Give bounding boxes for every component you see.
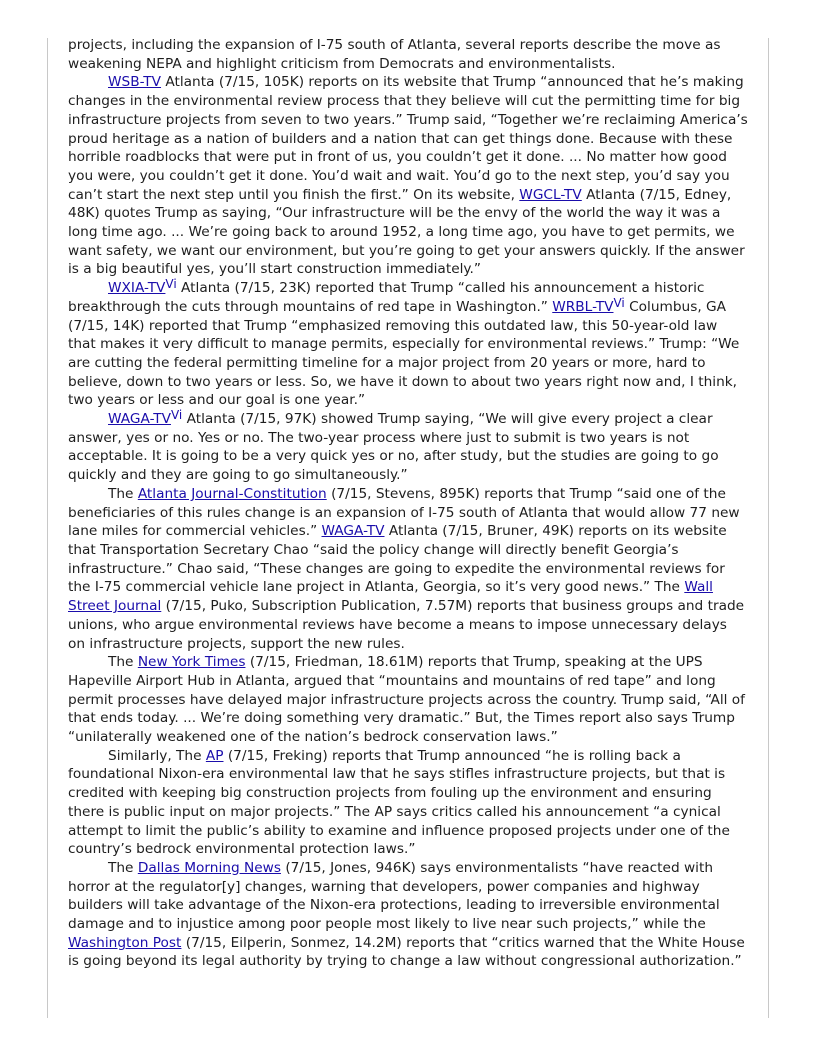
paragraph: The New York Times (7/15, Friedman, 18.61M) reports that Trump, speaking at the UPS Hapeville Airport Hub in Atlanta, argued that “mountains and mountains of red tape” and long permit processes have delayed major infrastructure projects across the country. Trump said, “All of that ends today. ... We’re doing something very dramatic.” But, the Times report also says Trump “unilaterally weakened one of the nation’s bedrock conservation laws.” — [68, 654, 745, 746]
link-wall-street-journal[interactable]: Wall Street Journal — [68, 579, 713, 615]
link-wxia-tv[interactable]: WXIA-TV — [108, 280, 166, 297]
left-margin-rule — [47, 38, 48, 1018]
video-marker[interactable]: Vi — [170, 408, 183, 423]
video-marker[interactable]: Vi — [613, 295, 625, 310]
link-atlanta-journal-constitution[interactable]: Atlanta Journal-Constitution — [137, 485, 327, 502]
link-wgcl-tv[interactable]: WGCL-TV — [519, 186, 582, 203]
paragraph: Similarly, The AP (7/15, Freking) reports that Trump announced “he is rolling back a foundational Nixon-era environmental law that he says stifles infrastructure projects, but that is credited with keeping big construction projects from fouling up the environment and ensuring there is public input on major projects.” The AP says critics called his announcement “a cynical attempt to limit the public’s ability to examine and influence proposed projects under one of the country’s bedrock environmental protection laws.” — [68, 747, 730, 858]
link-dallas-morning-news[interactable]: Dallas Morning News — [137, 859, 281, 876]
link-wrbl-tv[interactable]: WRBL-TV — [552, 298, 614, 315]
link-ap[interactable]: AP — [205, 747, 224, 764]
link-waga-tv[interactable]: WAGA-TV — [108, 411, 171, 428]
link-washington-post[interactable]: Washington Post — [68, 934, 182, 951]
paragraph: projects, including the expansion of I-75 south of Atlanta, several reports describe the move as weakening NEPA and highlight criticism from Democrats and environmentalists. — [68, 37, 721, 72]
paragraph: The Dallas Morning News (7/15, Jones, 946K) says environmentalists “have reacted with horror at the regulator[y] changes, warning that developers, power companies and highway builders will take advantage of the Nixon-era protections, leading to irreversible environmental damage and to injustice among poor people most likely to live near such projects,” while the Washington Post (7/15, Eilperin, Sonmez, 14.2M) reports that “critics warned that the White House is going beyond its legal authority by trying to change a law without congressional authorization.” — [68, 859, 745, 970]
paragraph: WAGA-$TV^{Vi}$ Atlanta (7/15, 97K) showed Trump saying, “We will give every project a clear answer, yes or no. Yes or no. The two-year process where just to submit is two years is not acceptable. It is going to be a very quick yes or no, after study, but the studies are going to go quickly and they are going to go simultaneously.” — [68, 408, 719, 484]
paragraph: WSB-TV Atlanta (7/15, 105K) reports on its website that Trump “announced that he’s making changes in the environmental review process that they believe will cut the permitting time for big infrastructure projects from seven to two years.” Trump said, “Together we’re reclaiming America’s proud heritage as a nation of builders and a nation that can get things done. Because with these horrible roadblocks that were put in front of us, you couldn’t get it done. ... No matter how good you were, you couldn’t get it done. You’d wait and wait. You’d go to the next step, you’d say you can’t start the next step until you finish the first.” On its website, WGCL-TV Atlanta (7/15, Edney, 48K) quotes Trump as saying, “Our infrastructure will be the envy of the world the way it was a long time ago. ... We’re going back to around 1952, a long time ago, you have to get permits, we want safety, we want our environment, but you’re going to get your answers quickly. If the answer is a big beautiful yes, you’ll start construction immediately.” — [68, 74, 748, 278]
paragraph: The Atlanta Journal-Constitution (7/15, Stevens, 895K) reports that Trump “said one of the beneficiaries of this rules change is an expansion of I-75 south of Atlanta that would allow 77 new lane miles for commercial vehicles.” WAGA-TV Atlanta (7/15, Bruner, 49K) reports on its website that Transportation Secretary Chao “said the policy change will directly benefit Georgia’s infrastructure.” Chao said, “These changes are going to expedite the environmental reviews for the I-75 commercial vehicle lane project in Atlanta, Georgia, so it’s very good news.” The Wall Street Journal (7/15, Puko, Subscription Publication, 7.57M) reports that business groups and trade unions, who argue environmental reviews have become a means to impose unnecessary delays on infrastructure projects, support the new rules. — [68, 485, 745, 652]
video-marker[interactable]: Vi — [165, 277, 177, 292]
link-new-york-times[interactable]: New York Times — [137, 654, 246, 671]
right-margin-rule — [768, 38, 769, 1018]
link-wsb-tv[interactable]: WSB-TV — [108, 74, 162, 91]
document-body — [68, 36, 748, 971]
link-waga-tv[interactable]: WAGA-TV — [321, 523, 385, 540]
paragraph: WXIA-$TV^{Vi}$ Atlanta (7/15, 23K) reported that Trump “called his announcement a historic breakthrough the cuts through mountains of red tape in Washington.” WRBL-$TV^{Vi}$ Columbus, GA (7/15, 14K) reported that Trump “emphasized removing this outdated law, this 50-year-old law that makes it very difficult to manage permits, especially for environmental reviews.” Trump: “We are cutting the federal permitting timeline for a major project from 20 years or more, hard to believe, down to two years or less. So, we have it down to about two years right now and, I think, two years or less and our goal is one year.” — [68, 277, 740, 409]
